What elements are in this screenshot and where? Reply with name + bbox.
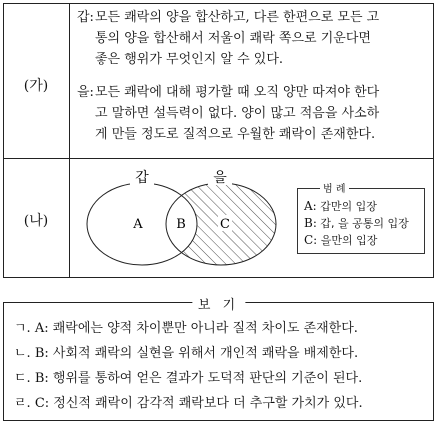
legend-item-b: B: 갑, 을 공통의 입장 bbox=[304, 216, 409, 230]
eul-line-1: 모든 쾌락에 대해 평가할 때 오직 양만 따져야 한다 bbox=[95, 85, 380, 100]
diagram-title-gap: 갑 bbox=[135, 170, 149, 186]
legend-box bbox=[297, 184, 425, 254]
legend-item-a: A: 갑만의 입장 bbox=[304, 199, 377, 213]
gap-line-1: 모든 쾌락의 양을 합산하고, 다른 한편으로 모든 고 bbox=[95, 10, 380, 25]
gap-line-3: 좋은 행위가 무엇인지 알 수 있다. bbox=[95, 52, 284, 67]
legend-title: 범 례 bbox=[320, 180, 349, 195]
row-label-na: (나) bbox=[23, 213, 49, 229]
legend-item-c: C: 을만의 입장 bbox=[304, 233, 378, 247]
region-a-label: A bbox=[133, 217, 143, 232]
region-b-label: B bbox=[176, 217, 186, 232]
bogi-item-nieun: ㄴ. B: 사회적 쾌락의 실현을 위해서 개인적 쾌락을 배제한다. bbox=[14, 346, 359, 361]
table-row-divider bbox=[3, 158, 434, 159]
region-c-label: C bbox=[220, 217, 230, 232]
statement-eul bbox=[77, 82, 379, 145]
gap-line-2: 통의 양을 합산해서 저울이 쾌락 쪽으로 기운다면 bbox=[95, 31, 371, 46]
bogi-item-giyeok: ㄱ. A: 쾌락에는 양적 차이뿐만 아니라 질적 차이도 존재한다. bbox=[14, 321, 358, 336]
bogi-item-rieul: ㄹ. C: 정신적 쾌락이 감각적 쾌락보다 더 추구할 가치가 있다. bbox=[14, 396, 363, 411]
table-column-divider bbox=[69, 3, 70, 278]
speaker-gap: 갑: bbox=[77, 10, 94, 25]
venn-diagram bbox=[80, 168, 290, 276]
eul-line-3: 게 만들 정도로 질적으로 우월한 쾌락이 존재한다. bbox=[95, 127, 376, 142]
bogi-box bbox=[3, 298, 434, 421]
statement-gap bbox=[77, 7, 379, 70]
bogi-title: 보 기 bbox=[192, 294, 245, 313]
eul-line-2: 고 말하면 설득력이 없다. 양이 많고 적음을 사소하 bbox=[95, 106, 380, 121]
bogi-item-digeut: ㄷ. B: 행위를 통하여 얻은 결과가 도덕적 판단의 기준이 된다. bbox=[14, 371, 363, 386]
row-label-ga: (가) bbox=[23, 78, 49, 94]
diagram-title-eul: 을 bbox=[213, 170, 227, 186]
speaker-eul: 을: bbox=[77, 85, 94, 100]
